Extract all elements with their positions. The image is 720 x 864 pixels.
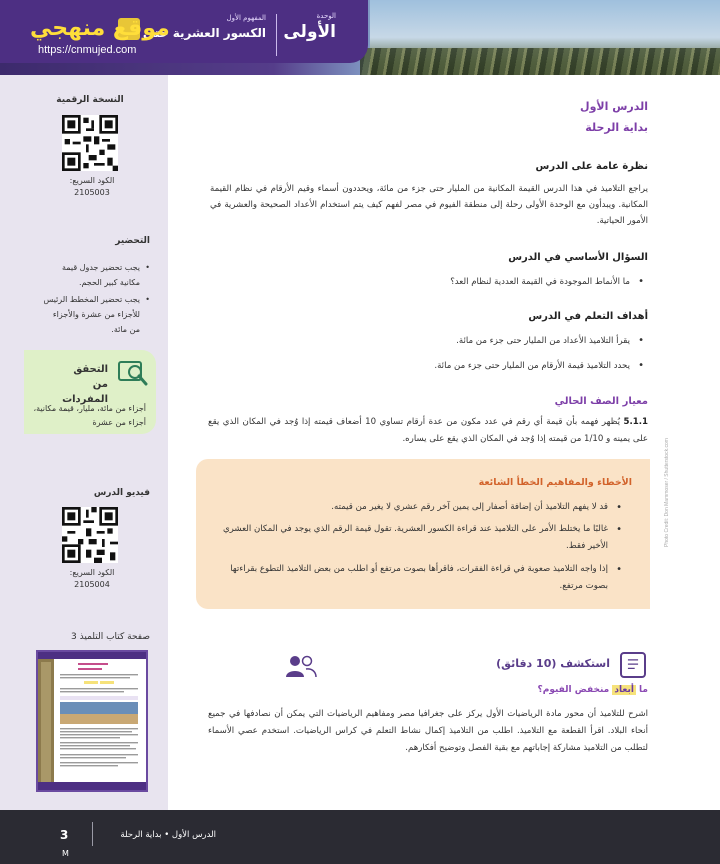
footer-title: الدرس الأول • بداية الرحلة: [120, 830, 216, 840]
sidebar: [0, 75, 168, 810]
misconceptions-heading: الأخطاء والمفاهيم الخطأ الشائعة: [478, 477, 632, 488]
video-code-value: 2105004: [74, 580, 110, 589]
page-number: 3: [60, 828, 69, 842]
standard-text: [208, 414, 648, 448]
photo-credit: [664, 387, 678, 547]
standard-heading: معيار الصف الحالي: [554, 396, 648, 407]
misconceptions-box: [196, 459, 650, 609]
vocab-title-line1: التحقق: [73, 364, 108, 375]
magnifier-icon: [116, 358, 150, 388]
vocab-title-line2: من المفردات: [62, 379, 108, 405]
digital-copy-qr-code[interactable]: [62, 115, 118, 171]
vocab-title: [48, 362, 108, 407]
prep-item: • يجب تحضير جدول قيمة مكانية كبير الحجم.: [42, 260, 150, 290]
essential-question: • ما الأنماط الموجودة في القيمة العددية لنظام العد؟: [224, 274, 644, 290]
objective-item: • يحدد التلاميذ قيمة الأرقام من المليار حتى جزء من مائة.: [224, 358, 644, 374]
video-code-block: [60, 567, 124, 591]
standard-body: يُظهر فهمه بأن قيمة أي رقم في عدد مكون من عدة أرقام تساوي 10 أضعاف قيمته إذا وُجد في المكان الذي يقع على يمينه و 1/10 من قيمته إذا وُجد في المكان الذي يقع على يساره.: [208, 417, 648, 444]
site-url[interactable]: https://cnmujed.com: [38, 44, 137, 56]
header-photo-palms: [360, 48, 720, 75]
student-book-page-image: [38, 652, 146, 790]
vocab-words: أجزاء من مائة، مليار، قيمة مكانية، أجزاء من عشرة: [33, 404, 146, 427]
unit-small-label: الوحدة: [316, 12, 336, 20]
student-book-thumbnail[interactable]: [36, 650, 148, 792]
essential-question-heading: السؤال الأساسي في الدرس: [508, 252, 648, 263]
digital-code-value: 2105003: [74, 188, 110, 197]
footer-divider: [92, 822, 93, 846]
page-header: [0, 0, 720, 75]
concept-name: الكسور العشرية حتى: [142, 26, 266, 40]
digital-code-label: الكود السريع:: [69, 176, 115, 185]
qr-code-icon: [62, 115, 118, 171]
objective-item: • يقرأ التلاميذ الأعداد من المليار حتى جزء من مائة.: [224, 333, 644, 349]
unit-name: الأولى: [283, 22, 336, 42]
explore-question: [538, 685, 648, 695]
lesson-label: الدرس الأول: [580, 100, 648, 113]
photo-credit-text: Photo Credit: Don Mammoser / Shutterstock.com: [664, 438, 670, 547]
site-logo-text: موقع منهجي: [30, 16, 170, 41]
qr-code-icon: [62, 507, 118, 563]
main-content: [168, 75, 720, 810]
prep-item: • يجب تحضير المخطط الرئيس للأجزاء من عشرة والأجزاء من مائة.: [42, 292, 150, 337]
misconception-item: • إذا واجه التلاميذ صعوبة في قراءة الفقرات، فاقرأها بصوت مرتفع أو اطلب من بعض التلاميذ التطوع بقراءتها بصوت مرتفع.: [222, 561, 622, 595]
standard-code: 5.1.1: [623, 417, 648, 427]
explore-q-highlight: أبعاد: [614, 685, 634, 695]
video-qr-code[interactable]: [62, 507, 118, 563]
digital-copy-title: النسخة الرقمية: [56, 95, 124, 105]
group-work-icon: [284, 653, 318, 679]
digital-code-block: [60, 175, 124, 199]
page-footer: [0, 810, 720, 864]
overview-text: يراجع التلاميذ في هذا الدرس القيمة المكانية من المليار حتى جزء من مائة، ويحددون أسماء وقيم الأرقام في نظام القيمة المكانية. ويبدأون مع الوحدة الأولى رحلة إلى منطقة الفيوم في مصر لفهم كيف يتم استخدام الأعداد الصحيحة والعشرية في الأمور الحياتية.: [210, 184, 648, 226]
explore-label: استكشف (10 دقائق): [496, 657, 610, 670]
concept-small-label: المفهوم الأول: [226, 14, 266, 22]
prep-title: التحضير: [115, 236, 150, 246]
header-divider: [276, 14, 277, 56]
explore-q-rest: منخفض الفيوم؟: [537, 685, 613, 695]
unit-label: [283, 12, 336, 42]
notebook-icon: [620, 652, 646, 678]
explore-text: اشرح للتلاميذ أن محور مادة الرياضيات الأول يركز على جغرافيا مصر ومفاهيم الرياضيات التي يمكن أن نصادفها في جميع أنحاء البلاد. اقرأ القطعة مع التلاميذ. اطلب من التلاميذ إكمال نشاط التعلم في كراس الرياضيات. استخدم عصي الأسماء لتطلب من التلاميذ مشاركة إجاباتهم مع بقية الفصل وتوضيح أفكارهم.: [208, 709, 648, 753]
video-title: فيديو الدرس: [93, 488, 150, 498]
objectives-heading: أهداف التعلم في الدرس: [528, 311, 648, 322]
page-letter: M: [62, 849, 69, 858]
explore-header: [428, 650, 648, 680]
lesson-title: بداية الرحلة: [585, 121, 648, 134]
misconception-item: • قد لا يفهم التلاميذ أن إضافة أصفار إلى يمين آخر رقم عشري لا يغير من قيمته.: [222, 499, 622, 516]
overview-heading: نظرة عامة على الدرس: [535, 161, 648, 172]
prep-list: [42, 260, 150, 339]
concept-label: [142, 14, 266, 40]
video-code-label: الكود السريع:: [69, 568, 115, 577]
vocab-check-box: [24, 350, 156, 434]
misconception-item: • غالبًا ما يختلط الأمر على التلاميذ عند قراءة الكسور العشرية. تقول قيمة الرقم الذي يوجد في المكان العشري الأخير فقط.: [222, 521, 622, 555]
student-book-label: صفحة كتاب التلميذ 3: [71, 632, 150, 642]
explore-q-prefix: ما: [635, 685, 648, 695]
